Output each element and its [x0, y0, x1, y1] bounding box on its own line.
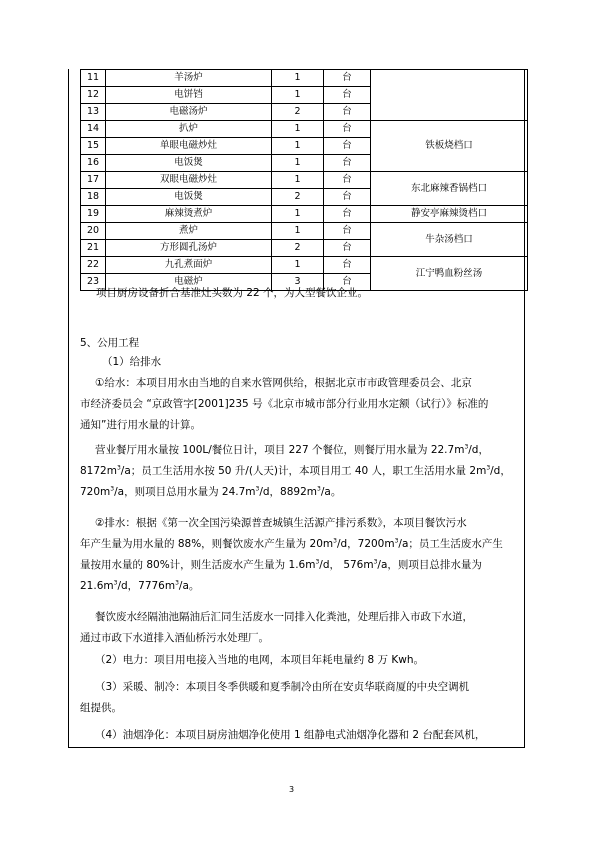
water-use-line-3 — [80, 482, 525, 503]
equipment-unit: 台 — [324, 240, 371, 257]
water-use-paragraph — [80, 440, 525, 503]
subsection-water: （1）给排水 — [102, 356, 162, 368]
equipment-name: 电磁汤炉 — [106, 104, 272, 121]
supply-line-2: 市经济委员会 “京政管字[2001]235 号《北京市城市部分行业用水定额（试行）》标准的 — [80, 398, 489, 410]
superscript: 3 — [394, 537, 399, 545]
equipment-unit: 台 — [324, 274, 371, 291]
stall-name — [371, 70, 528, 121]
water-text: /a，则项目总用水量为 24.7m — [114, 486, 256, 498]
equipment-table-body — [81, 70, 528, 291]
equipment-name: 双眼电磁炒灶 — [106, 172, 272, 189]
water-text: /d， — [468, 444, 489, 456]
equipment-unit: 台 — [324, 138, 371, 155]
equipment-unit: 台 — [324, 104, 371, 121]
stall-name: 牛杂汤档口 — [371, 223, 528, 257]
equipment-name: 电饭煲 — [106, 155, 272, 172]
water-use-line-1 — [80, 440, 525, 461]
row-number: 17 — [81, 172, 106, 189]
supply-line-3: 通知”进行用水量的计算。 — [80, 419, 201, 431]
drain-text: 量按用水量的 80%计，则生活废水产生量为 1.6m — [80, 559, 316, 571]
row-number: 19 — [81, 206, 106, 223]
equipment-unit: 台 — [324, 206, 371, 223]
row-number: 18 — [81, 189, 106, 206]
water-text: 营业餐厅用水量按 100L/餐位日计，项目 227 个餐位，则餐厅用水量为 22.7m — [95, 444, 465, 456]
equipment-quantity: 1 — [272, 155, 324, 172]
equipment-unit: 台 — [324, 121, 371, 138]
equipment-quantity: 1 — [272, 70, 324, 87]
equipment-quantity: 1 — [272, 223, 324, 240]
water-text: 8172m — [80, 465, 117, 477]
supply-line-1: ①给水：本项目用水由当地的自来水管网供给，根据北京市市政管理委员会、北京 — [95, 377, 472, 389]
stall-name: 江宁鸭血粉丝汤 — [371, 257, 528, 291]
superscript: 3 — [317, 485, 321, 493]
equipment-table — [80, 69, 528, 291]
row-number: 16 — [81, 155, 106, 172]
equipment-name: 单眼电磁炒灶 — [106, 138, 272, 155]
equipment-unit: 台 — [324, 257, 371, 274]
equipment-unit: 台 — [324, 87, 371, 104]
equipment-unit: 台 — [324, 70, 371, 87]
equipment-name: 煮炉 — [106, 223, 272, 240]
equipment-quantity: 1 — [272, 121, 324, 138]
equipment-name: 方形圆孔汤炉 — [106, 240, 272, 257]
drain-text: 年产生量为用水量的 88%，则餐饮废水产生量为 20m — [80, 538, 334, 550]
superscript: 3 — [464, 443, 469, 451]
superscript: 3 — [255, 485, 260, 493]
sewage-paragraph — [80, 607, 525, 649]
equipment-unit: 台 — [324, 223, 371, 240]
row-number: 21 — [81, 240, 106, 257]
equipment-quantity: 1 — [272, 138, 324, 155]
superscript: 3 — [116, 464, 121, 472]
row-number: 12 — [81, 87, 106, 104]
fume-text: （4）油烟净化：本项目厨房油烟净化使用 1 组静电式油烟净化器和 2 台配套风机， — [95, 729, 486, 741]
superscript: 3 — [333, 537, 337, 545]
stall-name: 静安亭麻辣烫档口 — [371, 206, 528, 223]
sewage-line-2: 通过市政下水道排入酒仙桥污水处理厂。 — [80, 632, 269, 644]
drainage-paragraph — [80, 513, 525, 597]
table-row — [81, 223, 528, 240]
superscript: 3 — [486, 464, 491, 472]
equipment-name: 麻辣烫煮炉 — [106, 206, 272, 223]
hvac-paragraph — [80, 677, 525, 719]
row-number: 13 — [81, 104, 106, 121]
equipment-name: 电饭煲 — [106, 189, 272, 206]
hvac-line-1: （3）采暖、制冷：本项目冬季供暖和夏季制冷由所在安贞华联商厦的中央空调机 — [95, 681, 470, 693]
equipment-quantity: 1 — [272, 206, 324, 223]
equipment-quantity: 2 — [272, 189, 324, 206]
section-title: 5、公用工程 — [80, 337, 140, 349]
superscript: 3 — [175, 579, 179, 587]
water-use-line-2 — [80, 461, 525, 482]
water-text: /a。 — [320, 486, 342, 498]
equipment-name: 羊汤炉 — [106, 70, 272, 87]
superscript: 3 — [315, 558, 320, 566]
equipment-unit: 台 — [324, 172, 371, 189]
row-number: 14 — [81, 121, 106, 138]
equipment-quantity: 1 — [272, 257, 324, 274]
table-row — [81, 172, 528, 189]
water-supply-paragraph — [80, 373, 525, 436]
superscript: 3 — [110, 485, 115, 493]
drain-line-4 — [80, 576, 525, 597]
table-row — [81, 121, 528, 138]
water-text: /a；员工生活用水按 50 升/(人天)计，本项目用工 40 人，职工生活用水量 2m — [120, 465, 487, 477]
water-text: 720m — [80, 486, 111, 498]
table-row — [81, 206, 528, 223]
equipment-quantity: 1 — [272, 172, 324, 189]
equipment-name: 电饼铛 — [106, 87, 272, 104]
page-number: 3 — [289, 785, 295, 794]
equipment-quantity: 3 — [272, 274, 324, 291]
drain-line-3 — [80, 555, 525, 576]
table-row — [81, 257, 528, 274]
equipment-name: 电磁炉 — [106, 274, 272, 291]
drain-text: /a。 — [178, 580, 200, 592]
drain-text: 21.6m — [80, 580, 114, 592]
summary-text: 项目厨房设备折合基准灶头数为 22 个，为大型餐饮企业。 — [96, 287, 369, 299]
drain-line-1: ②排水：根据《第一次全国污染源普查城镇生活源产排污系数》，本项目餐饮污水 — [95, 517, 467, 529]
stall-name: 铁板烧档口 — [371, 121, 528, 172]
equipment-unit: 台 — [324, 155, 371, 172]
hvac-line-2: 组提供。 — [80, 702, 122, 714]
row-number: 20 — [81, 223, 106, 240]
drain-text: /d， 576m — [319, 559, 374, 571]
row-number: 15 — [81, 138, 106, 155]
drain-text: /a；员工生活废水产生 — [398, 538, 503, 550]
drain-line-2 — [80, 534, 525, 555]
sewage-line-1: 餐饮废水经隔油池隔油后汇同生活废水一同排入化粪池，处理后排入市政下水道， — [95, 611, 473, 623]
equipment-name: 扒炉 — [106, 121, 272, 138]
equipment-quantity: 2 — [272, 104, 324, 121]
row-number: 22 — [81, 257, 106, 274]
equipment-unit: 台 — [324, 189, 371, 206]
stall-name: 东北麻辣香锅档口 — [371, 172, 528, 206]
water-text: /d， — [490, 465, 511, 477]
equipment-name: 九孔煮面炉 — [106, 257, 272, 274]
superscript: 3 — [373, 558, 378, 566]
superscript: 3 — [113, 579, 118, 587]
drain-text: /a，则项目总排水量为 — [377, 559, 482, 571]
equipment-quantity: 2 — [272, 240, 324, 257]
power-text: （2）电力：项目用电接入当地的电网，本项目年耗电量约 8 万 Kwh。 — [95, 654, 425, 666]
table-row — [81, 70, 528, 87]
drain-text: /d，7776m — [117, 580, 176, 592]
row-number: 23 — [81, 274, 106, 291]
water-text: /d，8892m — [259, 486, 318, 498]
row-number: 11 — [81, 70, 106, 87]
equipment-quantity: 1 — [272, 87, 324, 104]
drain-text: /d，7200m — [336, 538, 395, 550]
